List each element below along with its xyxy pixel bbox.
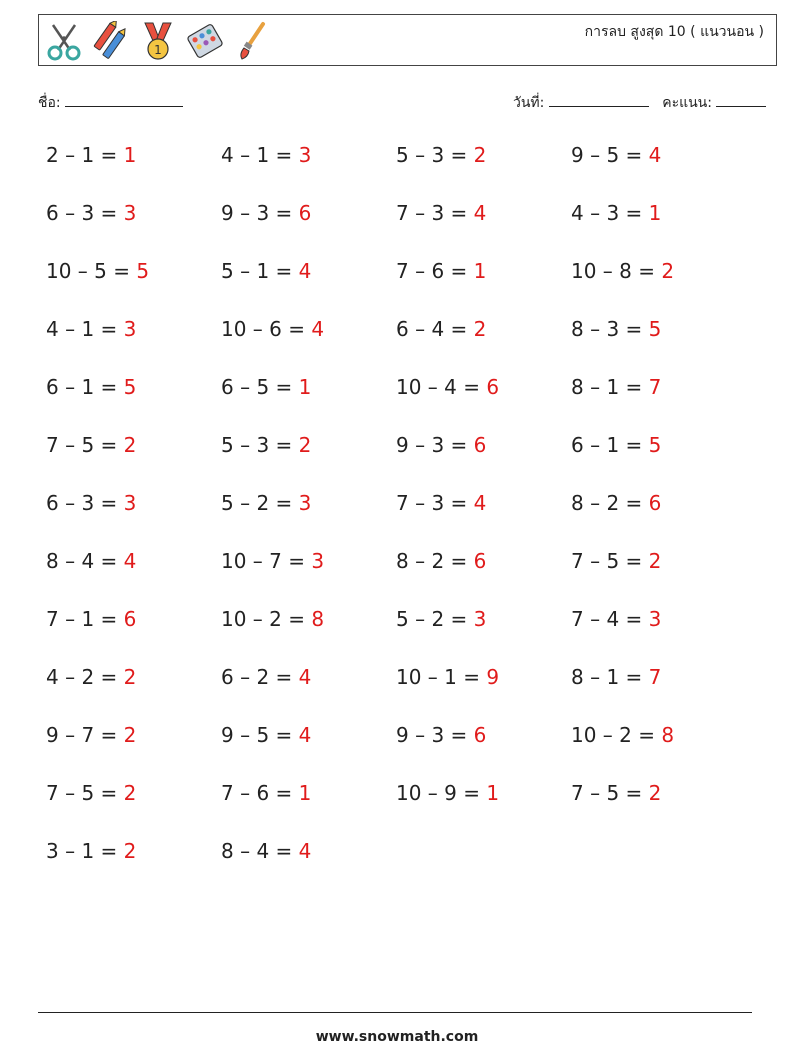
problem-answer: 7 [648, 665, 662, 689]
problem-question: 6 – 3 = [46, 491, 124, 515]
problem-answer: 1 [486, 781, 500, 805]
problem-item [571, 375, 661, 399]
problem-item [221, 491, 311, 515]
paint-palette-icon [186, 21, 224, 61]
problem-question: 7 – 5 = [46, 433, 124, 457]
problem-item [46, 491, 136, 515]
problem-answer: 3 [648, 607, 662, 631]
problem-answer: 4 [473, 201, 487, 225]
problem-answer: 3 [123, 201, 137, 225]
name-label: ชื่อ: [38, 95, 61, 111]
problem-answer: 4 [473, 491, 487, 515]
problem-question: 9 – 3 = [221, 201, 299, 225]
problem-item [396, 781, 499, 805]
problem-item [396, 201, 486, 225]
problem-answer: 3 [311, 549, 325, 573]
problem-answer: 1 [298, 375, 312, 399]
problem-answer: 2 [123, 723, 137, 747]
problem-answer: 4 [298, 839, 312, 863]
problem-question: 10 – 9 = [396, 781, 487, 805]
problem-answer: 2 [473, 143, 487, 167]
problem-question: 6 – 1 = [46, 375, 124, 399]
problem-answer: 2 [473, 317, 487, 341]
problem-item [46, 781, 136, 805]
problem-question: 5 – 2 = [396, 607, 474, 631]
problem-question: 7 – 5 = [571, 549, 649, 573]
problem-answer: 3 [473, 607, 487, 631]
problem-answer: 3 [123, 317, 137, 341]
problem-item [221, 259, 311, 283]
problem-question: 4 – 3 = [571, 201, 649, 225]
problem-question: 6 – 4 = [396, 317, 474, 341]
problem-question: 8 – 2 = [396, 549, 474, 573]
problem-question: 8 – 1 = [571, 665, 649, 689]
svg-text:1: 1 [154, 43, 162, 57]
problem-question: 6 – 5 = [221, 375, 299, 399]
problem-item [396, 549, 486, 573]
worksheet-header [38, 14, 777, 66]
date-label: วันที่: [513, 95, 545, 111]
problem-question: 7 – 3 = [396, 201, 474, 225]
problem-item [571, 317, 661, 341]
problem-question: 9 – 5 = [571, 143, 649, 167]
problem-answer: 6 [473, 433, 487, 457]
problem-item [46, 549, 136, 573]
problem-answer: 6 [473, 549, 487, 573]
problem-question: 7 – 1 = [46, 607, 124, 631]
name-field [38, 92, 183, 114]
problem-question: 8 – 2 = [571, 491, 649, 515]
problem-answer: 2 [648, 781, 662, 805]
problem-item [571, 665, 661, 689]
problem-answer: 2 [123, 781, 137, 805]
problem-answer: 2 [648, 549, 662, 573]
problem-item [571, 143, 661, 167]
problem-question: 6 – 1 = [571, 433, 649, 457]
problem-question: 8 – 4 = [46, 549, 124, 573]
problem-question: 4 – 1 = [221, 143, 299, 167]
problem-item [571, 607, 661, 631]
problem-question: 7 – 5 = [571, 781, 649, 805]
problem-item [396, 259, 486, 283]
problem-item [46, 665, 136, 689]
problem-item [396, 607, 486, 631]
scissors-icon [45, 21, 83, 61]
problem-item [46, 839, 136, 863]
problem-item [221, 723, 311, 747]
problem-answer: 2 [661, 259, 675, 283]
problem-question: 8 – 1 = [571, 375, 649, 399]
problem-item [46, 317, 136, 341]
problem-item [46, 259, 149, 283]
problem-item [571, 259, 674, 283]
problem-question: 5 – 1 = [221, 259, 299, 283]
problem-item [396, 665, 499, 689]
problem-answer: 5 [136, 259, 150, 283]
problem-answer: 4 [311, 317, 325, 341]
problem-answer: 5 [648, 433, 662, 457]
problem-answer: 2 [123, 665, 137, 689]
problem-item [571, 549, 661, 573]
score-blank [716, 92, 766, 107]
problem-answer: 2 [298, 433, 312, 457]
problem-question: 5 – 3 = [221, 433, 299, 457]
problem-question: 4 – 2 = [46, 665, 124, 689]
problem-question: 10 – 7 = [221, 549, 312, 573]
problem-question: 3 – 1 = [46, 839, 124, 863]
problem-answer: 1 [648, 201, 662, 225]
problem-item [571, 201, 661, 225]
problem-question: 7 – 6 = [396, 259, 474, 283]
problem-question: 10 – 5 = [46, 259, 137, 283]
problem-item [221, 781, 311, 805]
problem-question: 7 – 6 = [221, 781, 299, 805]
problem-question: 10 – 8 = [571, 259, 662, 283]
problem-question: 7 – 4 = [571, 607, 649, 631]
problem-question: 8 – 4 = [221, 839, 299, 863]
problem-answer: 6 [486, 375, 500, 399]
date-score-fields [513, 92, 766, 114]
medal-icon [139, 21, 177, 61]
problem-item [221, 375, 311, 399]
problem-question: 9 – 7 = [46, 723, 124, 747]
problem-item [221, 607, 324, 631]
problem-question: 10 – 1 = [396, 665, 487, 689]
header-icons [45, 21, 271, 61]
problem-question: 4 – 1 = [46, 317, 124, 341]
problem-answer: 8 [661, 723, 675, 747]
problem-answer: 4 [648, 143, 662, 167]
problem-question: 6 – 2 = [221, 665, 299, 689]
problem-item [221, 839, 311, 863]
problem-item [571, 723, 674, 747]
problem-answer: 2 [123, 433, 137, 457]
problem-question: 9 – 3 = [396, 723, 474, 747]
problem-question: 5 – 2 = [221, 491, 299, 515]
problem-answer: 4 [123, 549, 137, 573]
problem-item [46, 607, 136, 631]
problem-question: 5 – 3 = [396, 143, 474, 167]
problem-question: 10 – 6 = [221, 317, 312, 341]
problem-answer: 6 [123, 607, 137, 631]
problem-answer: 4 [298, 665, 312, 689]
problem-item [396, 723, 486, 747]
problem-answer: 3 [123, 491, 137, 515]
problem-item [221, 433, 311, 457]
problem-item [46, 143, 136, 167]
problem-item [46, 433, 136, 457]
problem-answer: 5 [648, 317, 662, 341]
footer-divider [38, 1012, 752, 1013]
problem-item [396, 317, 486, 341]
problem-item [221, 665, 311, 689]
problem-item [221, 549, 324, 573]
problem-answer: 3 [298, 491, 312, 515]
problem-answer: 5 [123, 375, 137, 399]
problem-question: 10 – 2 = [571, 723, 662, 747]
problem-question: 8 – 3 = [571, 317, 649, 341]
problem-answer: 1 [123, 143, 137, 167]
problem-question: 10 – 2 = [221, 607, 312, 631]
crayons-icon [92, 21, 130, 61]
name-blank [65, 92, 183, 107]
worksheet-title: การลบ สูงสุด 10 ( แนวนอน ) [584, 24, 764, 40]
problem-answer: 6 [298, 201, 312, 225]
problem-question: 10 – 4 = [396, 375, 487, 399]
footer-url: www.snowmath.com [315, 1029, 479, 1045]
problem-answer: 6 [473, 723, 487, 747]
problem-answer: 8 [311, 607, 325, 631]
problem-item [571, 433, 661, 457]
problem-question: 7 – 3 = [396, 491, 474, 515]
problem-item [396, 143, 486, 167]
problem-item [221, 317, 324, 341]
problem-item [221, 143, 311, 167]
problem-question: 9 – 3 = [396, 433, 474, 457]
problem-item [46, 375, 136, 399]
score-label: คะแนน: [662, 95, 712, 111]
problem-item [571, 781, 661, 805]
paintbrush-icon [233, 21, 271, 61]
problem-item [396, 433, 486, 457]
date-blank [549, 92, 649, 107]
problem-answer: 4 [298, 259, 312, 283]
problem-item [396, 491, 486, 515]
problem-answer: 1 [473, 259, 487, 283]
problem-item [46, 723, 136, 747]
problem-item [46, 201, 136, 225]
problem-item [221, 201, 311, 225]
problem-question: 7 – 5 = [46, 781, 124, 805]
problem-answer: 2 [123, 839, 137, 863]
problem-answer: 1 [298, 781, 312, 805]
problem-question: 9 – 5 = [221, 723, 299, 747]
problem-item [571, 491, 661, 515]
problem-answer: 9 [486, 665, 500, 689]
problem-answer: 4 [298, 723, 312, 747]
problem-answer: 7 [648, 375, 662, 399]
problem-question: 2 – 1 = [46, 143, 124, 167]
problem-item [396, 375, 499, 399]
problem-question: 6 – 3 = [46, 201, 124, 225]
problem-answer: 6 [648, 491, 662, 515]
problem-answer: 3 [298, 143, 312, 167]
